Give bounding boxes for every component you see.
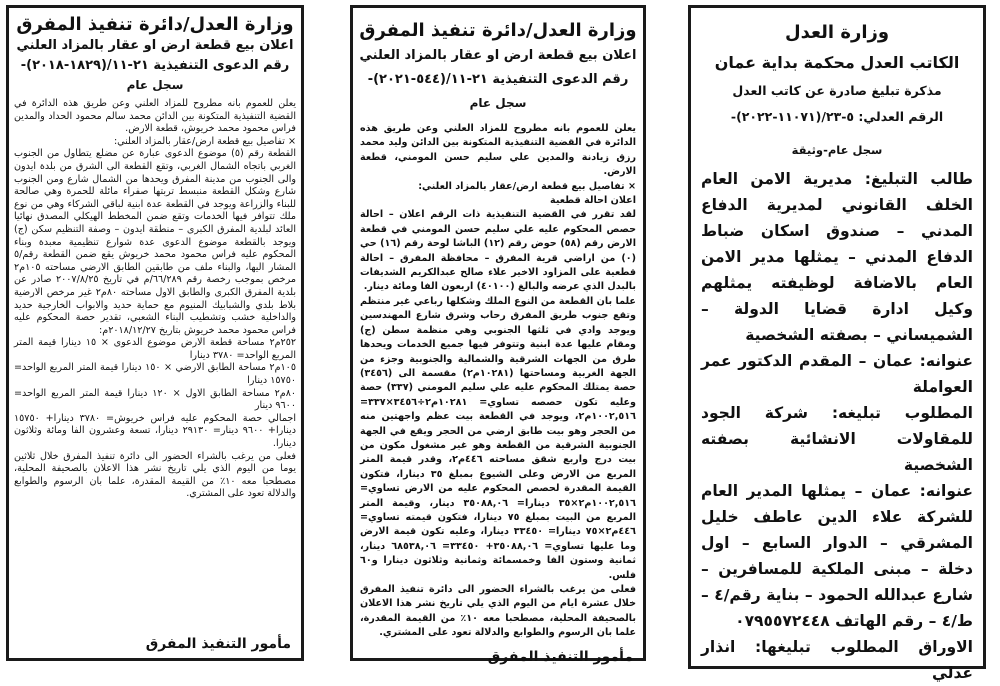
paragraph: المطلوب تبليغه: شركة الجود للمقاولات الانشائية بصفته الشخصية (701, 404, 973, 474)
signature: مأمور التنفيذ المفرق (145, 636, 291, 652)
paragraph: × تفاصيل بيع قطعة ارض/عقار بالمزاد العلني: (418, 180, 636, 192)
paragraph: ٨٠م٢ مساحة الطابق الاول × ١٢٠ دينارا قيمة المتر المربع الواحد= ٩٦٠٠ دينار (14, 387, 296, 412)
notice-body (353, 122, 643, 641)
notice-subtitle: اعلان بيع قطعة ارض او عقار بالمزاد العلني (359, 48, 637, 63)
auction-notice-left (6, 5, 304, 661)
signature: مأمور التنفيذ المفرق (487, 648, 633, 665)
paragraph: القطعة رقم (٥) موضوع الدعوى عبارة عن مضلع يتطاول من الجنوب الغربي باتجاه الشمال الغربي، وتقع القطعة الى الشرق من بلدة ايدون والى الجنوب من مدينة المفرق ويحدها من الشمال شارع ومن الجنوب شارع وشكل القطعة منبسط تربتها صفراء مائلة للحمرة وهي صالحة للبناء والزراعة ويوجد في القطعة عدة ابنية لباقي الشركاء وهي من نوع ملك تتوافر فيها الخدمات وتقع ضمن المخطط الهيكلي المصدق نهائيا العائد لبلدية المفرق الكبرى – منطقة ايدون – وصفة التنظيم سكن (ج) ويوجد بالقطعة موضوع الدعوى عدة شوارع تنظيمية معبدة وبناء المحكوم عليه فراس محمود محمد خريوش يقع ضمن القطعة رقم/٥ المشار اليها، والبناء ملف من طابقين الطابق الارضي مساحته ١٠٥م٢ مرخص بموجب رخصة رقم ٦٦/٢٨٩/م في تاريخ ٢٠٠٧/٨/٢٥ صادر عن بلدية المفرق الكبرى والطابق الاول مساحته ٨٠م٢ غير مرخص الارضية بلاط بلدي والشبابيك المنيوم مع حماية حديد والابواب الخارجية حديد والداخلية خشب وتشطيب البناء الشعبي، تقدير حصة المحكوم عليه فراس محمود محمد خريوش بتاريخ ٢٠١٨/١٢/٢٧م: (14, 148, 297, 336)
register-type: سجل عام (126, 78, 184, 92)
paragraph: يعلن للعموم بانه مطروح للمزاد العلني وعن طريق هذه الدائرة في القضية التنفيذية المتكونة بين الدائن وليد محمد رزق زيادنة والمدين علي سليم حسن المومني، قطعة الارض. (360, 123, 636, 178)
paragraph: الاوراق المطلوب تبليغها: انذار عدلي (701, 638, 973, 682)
notice-body (691, 166, 983, 686)
case-number: رقم الدعوى التنفيذية ٢١-١١/(٥٤٤-٢٠٢١)- (367, 72, 629, 87)
notice-subtitle: الكاتب العدل محكمة بداية عمان (714, 53, 960, 72)
notary-notice-right (688, 5, 986, 682)
register-type: سجل عام-وثيقة (791, 143, 883, 157)
notice-title: وزارة العدل/دائرة تنفيذ المفرق (16, 14, 294, 35)
paragraph: فعلى من يرغب بالشراء الحضور الى دائرة تنفيذ المفرق خلال عشرة ايام من اليوم الذي يلي تاريخ نشر هذا الاعلان بالصحيفة المحلية، مصطحبا معه ١٠٪ من القيمة المقدرة، علما بان الرسوم والطوابع والدلالة تعود على المشتري. (360, 584, 636, 639)
paragraph: × تفاصيل بيع قطعة ارض/عقار بالمزاد العلني: (113, 135, 296, 147)
paragraph: لقد تقرر في القضية التنفيذية ذات الرقم اعلان – احالة حصص المحكوم عليه علي سليم حسن المومني في قطعة الارض رقم (٥٨) حوض رقم (١٢) الباشا لوحة رقم (١٦) حي (٠) من اراضي قرية المفرق – محافظة المفرق – احالة قطعية على المزاود الاخير علاء صالح عبدالكريم الشديفات بالبدل الذي عرضه والبالغ (٤٠١٠٠) اربعون الفا ومائة دينار. (360, 209, 636, 293)
paragraph: عنوانه: عمان – يمثلها المدير العام للشركة علاء الدين عاطف خليل المشرقي – الدوار السابع – اول دخلة – مبنى الملكية للمسافرين – شارع عبدالله الحمود – بناية رقم/٤ – ط/٤ – رقم الهاتف ٠٧٩٥٥٧٢٤٤٨ (701, 482, 973, 630)
notice-body (9, 98, 301, 501)
paragraph: اجمالي حصة المحكوم عليه فراس خريوش= ٣٧٨٠ دينارا+ ١٥٧٥٠ دينارا+ ٩٦٠٠ دينار= ٢٩١٣٠ دينارا، تسعة وعشرون الفا ومائة وثلاثون دينارا. (14, 412, 297, 450)
paragraph: اعلان احالة قطعية (550, 195, 636, 207)
case-number: رقم الدعوى التنفيذية ٢١-١١/(١٨٢٩-٢٠١٨)- (20, 58, 290, 73)
paragraph: فعلى من يرغب بالشراء الحضور الى دائرة تنفيذ المفرق خلال ثلاثين يوما من اليوم الذي يلي تاريخ نشر هذا الاعلان بالصحيفة المحلية، مصطحبا معه ١٠٪ من القيمة المقدرة، علما بان الرسوم والطوابع والدلالة تعود على المشتري. (14, 450, 297, 500)
notice-title: وزارة العدل/دائرة تنفيذ المفرق (359, 20, 637, 41)
memo-title: مذكرة تبليغ صادرة عن كاتب العدل (732, 83, 942, 98)
register-type: سجل عام (469, 96, 527, 110)
paragraph: طالب التبليغ: مديرية الامن العام الخلف القانوني لمديرية الدفاع المدني – صندوق اسكان ضباط الدفاع المدني – يمثلها مدير الامن العام بالاضافة لوظيفته يمثلهم وكيل ادارة قضايا الدولة – الشميساني – بصفته الشخصية (701, 170, 973, 344)
paragraph: عنوانه: عمان – المقدم الدكتور عمر العواملة (701, 352, 973, 396)
notice-subtitle: اعلان بيع قطعة ارض او عقار بالمزاد العلني (16, 38, 294, 53)
paragraph: ١٠٥م٢ مساحة الطابق الارضي × ١٥٠ دينارا قيمة المتر المربع الواحد= ١٥٧٥٠ دينارا (14, 362, 296, 387)
notary-number: الرقم العدلي: ٥-٢٣/(١١٠٧١-٢٠٢٢)- (730, 109, 944, 124)
notice-title: وزارة العدل (784, 22, 890, 43)
paragraph: علما بان القطعة من النوع الملك وشكلها رباعي غير منتظم وتقع جنوب طريق المفرق رحاب وشرق شارع المهندسين ويوجد وادي في ثلثها الجنوبي وهي منظمة سطن (ج) ومقام عليها عدة ابنية وتتوفر فيها جميع الخدمات ويحدها طرق من الجهات الشرقية والشمالية والجنوبية وجزء من الجهة الغربية ومساحتها (١٠٢٨١م٢) مقسمة الى (٣٤٥٦) حصة يمتلك المحكوم عليه علي سليم المومني (٣٣٧) حصة وعليه تكون حصصه تساوي= ١٠٢٨١م٢÷٣٤٥٦×٣٣٧= ١٠٠٢,٥١٦م٢، ويوجد في القطعة بيت عظم واجهتين منه من الحجر وهو بيت طابق ارضي من الحجر ويقع في الجهة الجنوبية الشرقية من القطعة وهو غير مشغول مكون من بيت درج واربع شقق مساحته ٤٤٦م٢، وقدر قيمة المتر المربع من الارض وعلى الشيوع بمبلغ ٣٥ دينارا، فتكون القيمة المقدرة لحصص المحكوم عليه من الارض تساوي= ١٠٠٢,٥١٦م٢×٣٥ دينارا= ٣٥٠٨٨,٠٦ دينار، وقيمة المتر المربع من البيت بمبلغ ٧٥ دينارا، فتكون قيمته تساوي= ٤٤٦م٢×٧٥ دينارا= ٣٣٤٥٠ دينارا، وعليه تكون قيمة الارض وما عليها تساوي= ٣٥٠٨٨,٠٦+ ٣٣٤٥٠= ٦٨٥٣٨,٠٦ دينار، ثمانية وستون الفا وخمسمائة وثمانية وثلاثون دينارا و٦٠ فلس. (360, 295, 637, 581)
paragraph: يعلن للعموم بانه مطروح للمزاد العلني وعن طريق هذه الدائرة في القضية التنفيذية المتكونة بين الدائن محمد سالم محمود الحداد والمدين فراس محمود محمد خريوش، قطعة الارض. (14, 98, 296, 135)
paragraph: ٢٥٢م٢ مساحة قطعة الارض موضوع الدعوى × ١٥ دينارا قيمة المتر المربع الواحد= ٣٧٨٠ دينارا (14, 337, 297, 361)
auction-notice-middle (350, 5, 646, 665)
